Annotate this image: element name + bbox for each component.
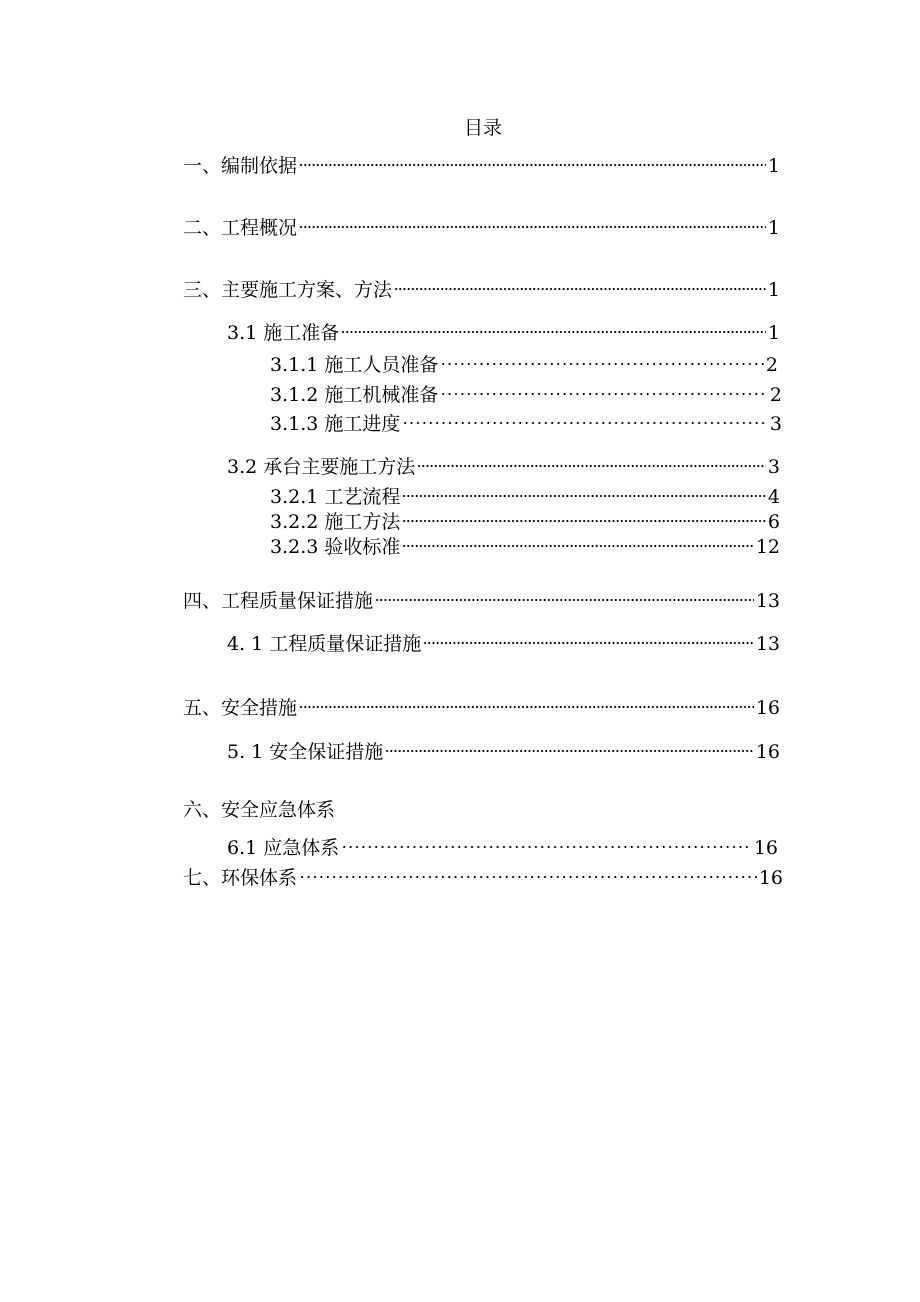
toc-entry-6-1[interactable] — [227, 830, 778, 860]
toc-page-number: 16 — [755, 697, 780, 719]
toc-entry-5-1[interactable] — [227, 734, 780, 764]
toc-page-number: 1 — [767, 279, 780, 301]
toc-leader-dots — [423, 626, 754, 650]
toc-entry-label: 七、环保体系 — [183, 867, 298, 889]
toc-leader-dots — [341, 315, 766, 339]
toc-leader-dots — [341, 830, 752, 854]
toc-entry-label: 3.2.1 工艺流程 — [270, 486, 401, 508]
toc-entry-label: 3.1.2 施工机械准备 — [270, 384, 439, 406]
toc-entry-3-2-3[interactable] — [270, 529, 780, 559]
toc-leader-dots — [299, 690, 754, 714]
toc-entry-3-1-3[interactable] — [270, 406, 782, 436]
toc-entry-label: 3.1.1 施工人员准备 — [270, 354, 439, 376]
toc-leader-dots — [402, 406, 768, 430]
toc-leader-dots — [440, 377, 768, 401]
toc-entry-label: 3.1 施工准备 — [227, 322, 340, 344]
toc-leader-dots — [299, 860, 757, 884]
toc-entry-label: 6.1 应急体系 — [227, 837, 340, 859]
toc-page-number: 1 — [767, 155, 780, 177]
toc-entry-3-2[interactable] — [227, 449, 780, 479]
toc-entry-5[interactable] — [183, 690, 780, 720]
toc-entry-label: 3.2.2 施工方法 — [270, 511, 401, 533]
toc-page-number: 6 — [767, 511, 780, 533]
toc-page-number: 13 — [755, 590, 780, 612]
toc-page-number: 16 — [753, 837, 778, 859]
toc-leader-dots — [385, 734, 754, 758]
toc-entry-3[interactable] — [183, 272, 780, 302]
toc-page-number: 3 — [767, 456, 780, 478]
toc-entry-label: 六、安全应急体系 — [183, 799, 336, 821]
toc-title: 目录 — [463, 117, 502, 139]
toc-entry-1[interactable] — [183, 148, 780, 178]
toc-entry-4[interactable] — [183, 583, 780, 613]
toc-leader-dots — [440, 347, 764, 371]
toc-leader-dots — [394, 272, 766, 296]
toc-page-number: 3 — [769, 413, 782, 435]
toc-entry-4-1[interactable] — [227, 626, 780, 656]
toc-leader-dots — [402, 529, 753, 553]
toc-entry-6[interactable] — [183, 798, 335, 822]
toc-entry-label: 三、主要施工方案、方法 — [183, 279, 393, 301]
toc-entry-3-1-1[interactable] — [270, 347, 778, 377]
toc-entry-label: 3.2.3 验收标准 — [270, 536, 401, 558]
toc-entry-label: 四、工程质量保证措施 — [183, 590, 374, 612]
toc-leader-dots — [299, 210, 766, 234]
toc-leader-dots — [299, 148, 766, 172]
toc-entry-label: 二、工程概况 — [183, 217, 298, 239]
toc-page-number: 1 — [767, 217, 780, 239]
toc-entry-2[interactable] — [183, 210, 780, 240]
toc-entry-label: 3.1.3 施工进度 — [270, 413, 401, 435]
toc-page-number: 1 — [767, 322, 780, 344]
toc-page-number: 16 — [755, 741, 780, 763]
toc-page-number: 16 — [758, 867, 783, 889]
toc-page-number: 4 — [767, 486, 780, 508]
toc-entry-label: 4. 1 工程质量保证措施 — [227, 633, 422, 655]
toc-entry-label: 一、编制依据 — [183, 155, 298, 177]
toc-entry-7[interactable] — [183, 860, 783, 890]
toc-page-number: 13 — [755, 633, 780, 655]
toc-leader-dots — [402, 504, 766, 528]
toc-leader-dots — [417, 449, 766, 473]
toc-leader-dots — [375, 583, 754, 607]
toc-entry-3-1[interactable] — [227, 315, 780, 345]
toc-page-number: 2 — [765, 354, 778, 376]
toc-entry-3-1-2[interactable] — [270, 377, 782, 407]
toc-entry-label: 5. 1 安全保证措施 — [227, 741, 384, 763]
toc-entry-label: 五、安全措施 — [183, 697, 298, 719]
toc-leader-dots — [402, 479, 766, 503]
toc-page-number: 2 — [769, 384, 782, 406]
toc-page-number: 12 — [755, 536, 780, 558]
toc-entry-label: 3.2 承台主要施工方法 — [227, 456, 416, 478]
